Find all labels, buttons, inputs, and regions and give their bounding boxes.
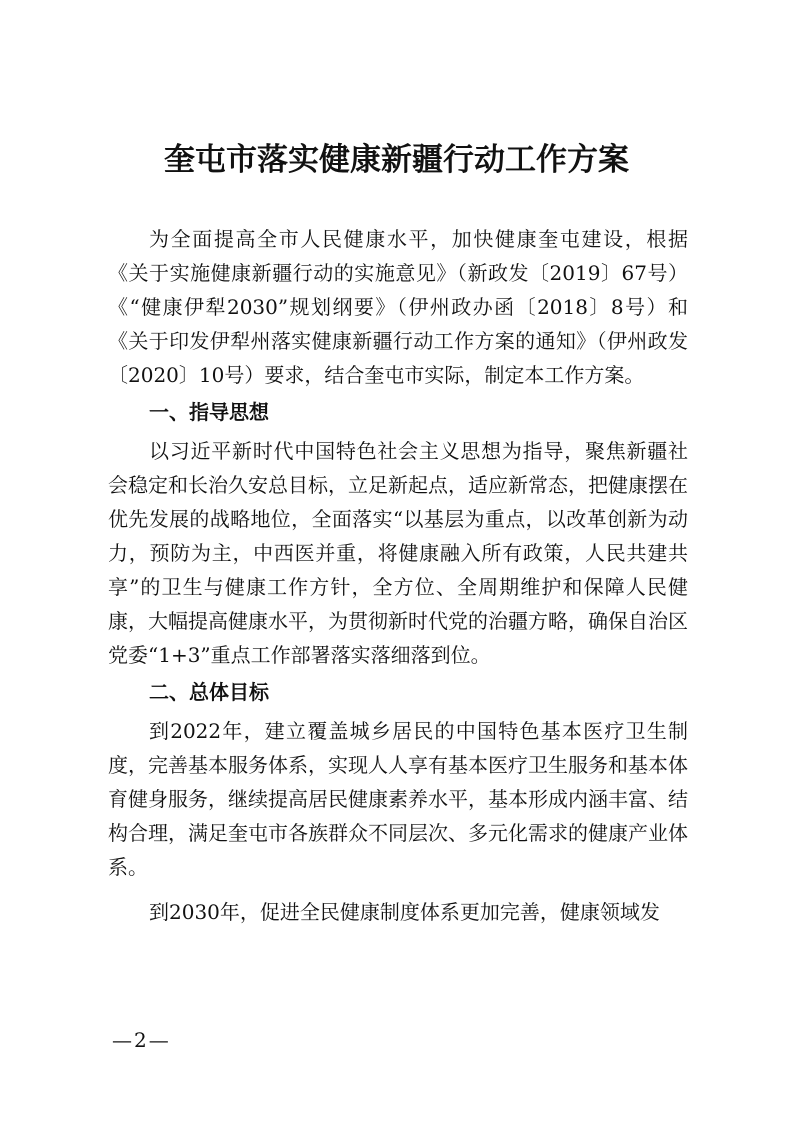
goals-2022-paragraph: 到2022年，建立覆盖城乡居民的中国特色基本医疗卫生制度，完善基本服务体系，实现人人享有基本医疗卫生服务和基本体育健身服务，继续提高居民健康素养水平，基本形成内涵丰富、结构合理，满足奎屯市各族群众不同层次、多元化需求的健康产业体系。	[108, 719, 688, 879]
page-number: —2—	[112, 1028, 171, 1052]
goals-2030-paragraph: 到2030年，促进全民健康制度体系更加完善，健康领域发	[149, 900, 660, 924]
section-heading-guiding-ideology: 一、指导思想	[149, 400, 269, 424]
section-heading-overall-goals: 二、总体目标	[149, 680, 269, 704]
document-body	[108, 222, 688, 929]
page-title: 奎屯市落实健康新疆行动工作方案	[164, 142, 629, 178]
guiding-ideology-paragraph: 以习近平新时代中国特色社会主义思想为指导，聚焦新疆社会稳定和长治久安总目标，立足新起点，适应新常态，把健康摆在优先发展的战略地位，全面落实“以基层为重点，以改革创新为动力，预防为主，中西医并重，将健康融入所有政策，人民共建共享”的卫生与健康工作方针，全方位、全周期维护和保障人民健康，大幅提高健康水平，为贯彻新时代党的治疆方略，确保自治区党委“1+3”重点工作部署落实落细落到位。	[108, 439, 688, 667]
intro-paragraph: 为全面提高全市人民健康水平，加快健康奎屯建设，根据《关于实施健康新疆行动的实施意见》（新政发〔2019〕67号）《“健康伊犁2030”规划纲要》（伊州政办函〔2018〕8号）和《关于印发伊犁州落实健康新疆行动工作方案的通知》（伊州政发〔2020〕10号）要求，结合奎屯市实际，制定本工作方案。	[108, 227, 688, 387]
